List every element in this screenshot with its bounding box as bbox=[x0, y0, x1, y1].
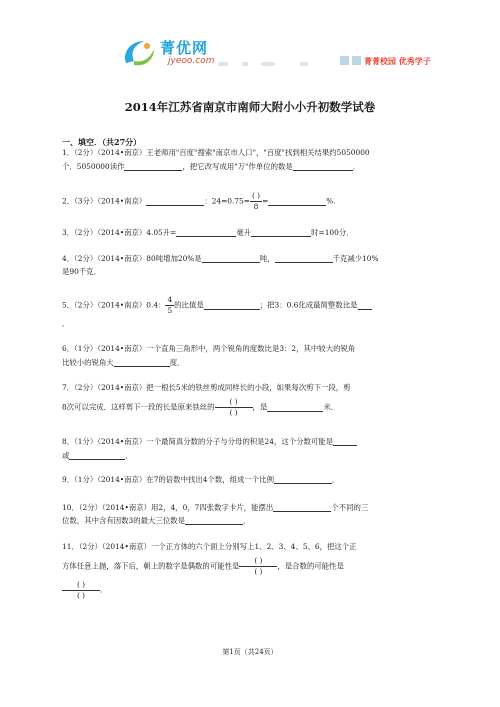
question-5: 5．（2分）（2014•南京）0.4： $\frac{4}{5}$ 的比值是 ；把3：0.6化成最简整数比是 bbox=[62, 295, 372, 316]
question-10-line-2: 位数，其中含有因数3的最大三位数是 ． bbox=[62, 516, 251, 525]
logo-swirl-icon bbox=[120, 37, 160, 71]
question-1-line-2: 个．5050000读作 ，把它改写成用"万"作单位的数是 ． bbox=[62, 162, 361, 171]
page-title: 2014年江苏省南京市南师大附小小升初数学试卷 bbox=[124, 100, 376, 114]
answer-blank[interactable] bbox=[358, 300, 372, 310]
answer-blank[interactable] bbox=[333, 436, 357, 446]
question-1-line-1: 1．（2分）（2014•南京）王老师用"百度"搜索"南京市人口"，"百度"找到相关结果约5050000 bbox=[62, 148, 370, 157]
answer-blank[interactable] bbox=[268, 196, 326, 206]
answer-blank[interactable] bbox=[202, 253, 260, 263]
question-6-line-1: 6．（1分）（2014•南京）一个直角三角形中，两个锐角的度数比是3：2，其中较大的锐角 bbox=[62, 344, 356, 353]
answer-blank[interactable] bbox=[146, 196, 204, 206]
logo-domain: jyeoo.com bbox=[168, 56, 215, 66]
question-11-line-3: $\frac{( )}{( )}$ . bbox=[62, 580, 102, 601]
question-9: 9．（1分）（2014•南京）在7的倍数中找出4个数，组成一个比例 ． bbox=[62, 475, 340, 484]
answer-blank[interactable] bbox=[275, 253, 333, 263]
question-7-line-2: 8次可以完成．这样剪下一段的长是原来铁丝的 $\frac{( )}{( )}$ ，是 米． bbox=[62, 397, 339, 417]
header-dot bbox=[218, 62, 228, 66]
question-2: 2．（3分）（2014•南京） ：24=0.75= $\frac{( )}{8}$ = %. bbox=[62, 191, 336, 211]
logo bbox=[120, 33, 320, 79]
answer-blank[interactable] bbox=[185, 515, 243, 525]
question-8-line-1: 8．（1分）（2014•南京）一个最简真分数的分子与分母的积是24，这个分数可能是 bbox=[62, 436, 357, 447]
answer-blank[interactable] bbox=[124, 161, 182, 171]
answer-blank[interactable] bbox=[267, 402, 323, 412]
header-dot bbox=[242, 62, 248, 66]
header-dot bbox=[262, 62, 274, 66]
answer-blank[interactable] bbox=[251, 227, 311, 237]
answer-blank[interactable] bbox=[204, 300, 260, 310]
question-11-line-2: 方体任意上抛，落下后，朝上的数字是偶数的可能性是 $\frac{( )}{( )}$ ，是合数的可能性是 bbox=[62, 556, 344, 576]
question-3: 3．（2分）（2014•南京）4.05升= 毫升 时=100分． bbox=[62, 228, 354, 237]
fraction: $\frac{4}{5}$ bbox=[167, 295, 173, 315]
question-4-line-1: 4．（2分）（2014•南京）80吨增加20%是 吨， 千克减少10% bbox=[62, 254, 379, 263]
question-5-line-2: ． bbox=[62, 319, 70, 328]
fraction: $\frac{( )}{( )}$ bbox=[62, 580, 100, 601]
answer-blank[interactable] bbox=[176, 227, 236, 237]
fraction: $\frac{( )}{8}$ bbox=[251, 191, 261, 211]
question-6-line-2: 比较小的锐角大 度． bbox=[62, 358, 185, 367]
question-7-line-1: 7．（2分）（2014•南京）把一根长5米的铁丝剪成同样长的小段，如果每次剪下一段，剪 bbox=[62, 383, 351, 392]
slogan: 菁菁校园 优秀学子 bbox=[364, 57, 431, 66]
header-dot bbox=[300, 62, 308, 66]
answer-blank[interactable] bbox=[114, 357, 170, 367]
answer-blank[interactable] bbox=[69, 450, 125, 460]
answer-blank[interactable] bbox=[274, 474, 332, 484]
answer-blank[interactable] bbox=[293, 161, 353, 171]
question-11-line-1: 11．（2分）（2014•南京）一个正方体的六个面上分别写上1、2、3、4、5、6，把这个正 bbox=[62, 542, 357, 551]
section-heading: 一、填空．（共27分） bbox=[62, 137, 142, 147]
answer-blank[interactable] bbox=[273, 502, 331, 512]
question-10-line-1: 10．（2分）（2014•南京）用2，4，0，7四张数字卡片，能摆出 个不同的三 bbox=[62, 503, 369, 512]
page-footer: 第1页（共24页） bbox=[222, 648, 278, 656]
question-8-line-2: 或 ． bbox=[62, 451, 133, 460]
fraction: $\frac{( )}{( )}$ bbox=[215, 397, 253, 418]
logo-text: 菁优网 bbox=[160, 39, 209, 57]
question-4-line-2: 是90千克． bbox=[62, 267, 101, 276]
fraction: $\frac{( )}{( )}$ bbox=[239, 556, 277, 577]
